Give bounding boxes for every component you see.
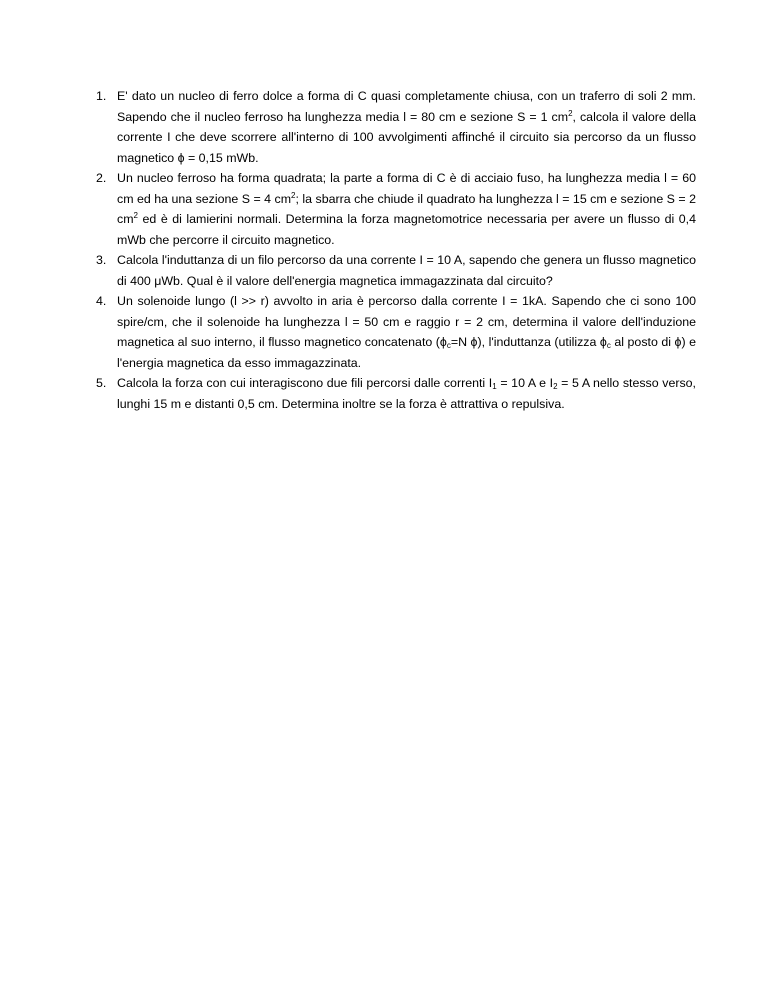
exercise-item <box>96 291 696 373</box>
exercise-text <box>117 291 696 373</box>
exercise-item <box>96 168 696 250</box>
exercise-number: 1. <box>96 89 107 103</box>
text-segment: = 5 A nello stesso verso, lunghi 15 m e distanti 0,5 cm. Determina inoltre se la forza è attrattiva o repulsiva. <box>117 376 696 411</box>
text-segment: E' dato un nucleo di ferro dolce a forma di C quasi completamente chiusa, con un traferro di soli 2 mm. Sapendo che il nucleo ferroso ha lunghezza media l = 80 cm e sezione S = 1 cm <box>117 89 696 124</box>
exercise-item <box>96 250 696 291</box>
exercise-text <box>117 86 696 168</box>
superscript: 2 <box>291 190 296 200</box>
text-segment: = 10 A e I <box>496 376 554 390</box>
exercise-item <box>96 86 696 168</box>
exercise-number: 4. <box>96 294 107 308</box>
text-segment: al posto di ϕ) e l'energia magnetica da esso immagazzinata. <box>117 335 696 370</box>
exercise-number: 2. <box>96 171 107 185</box>
text-segment: , calcola il valore della corrente I che deve scorrere all'interno di 100 avvolgimenti affinché il circuito sia percorso da un flusso magnetico ϕ = 0,15 mWb. <box>117 109 696 165</box>
text-segment: ed è di lamierini normali. Determina la forza magnetomotrice necessaria per avere un flusso di 0,4 mWb che percorre il circuito magnetico. <box>117 212 696 247</box>
subscript: c <box>446 341 451 350</box>
exercise-list <box>96 86 696 414</box>
exercise-item <box>96 373 696 414</box>
exercise-number: 5. <box>96 376 107 390</box>
exercise-number: 3. <box>96 253 107 267</box>
text-segment: Calcola l'induttanza di un filo percorso da una corrente I = 10 A, sapendo che genera un flusso magnetico di 400 μWb. Qual è il valore dell'energia magnetica immagazzinata dal circuito? <box>117 253 696 288</box>
text-segment: Un solenoide lungo (l >> r) avvolto in aria è percorso dalla corrente I = 1kA. Sapendo che ci sono 100 spire/cm, che il solenoide ha lunghezza l = 50 cm e raggio r = 2 cm, determina il valore dell'induzione magnetica al suo interno, il flusso magnetico concatenato (ϕ <box>117 294 696 349</box>
text-segment: ; la sbarra che chiude il quadrato ha lunghezza l = 15 cm e sezione S = 2 cm <box>117 191 696 226</box>
subscript: c <box>606 341 611 350</box>
subscript: 2 <box>553 382 558 391</box>
superscript: 2 <box>568 108 573 118</box>
text-segment: Un nucleo ferroso ha forma quadrata; la parte a forma di C è di acciaio fuso, ha lunghezza media l = 60 cm ed ha una sezione S = 4 cm <box>117 171 696 206</box>
subscript: 1 <box>492 382 497 391</box>
exercise-text <box>117 373 696 414</box>
text-segment: =N ϕ), l'induttanza (utilizza ϕ <box>450 335 607 349</box>
exercise-text <box>117 250 696 291</box>
text-segment: Calcola la forza con cui interagiscono due fili percorsi dalle correnti I <box>117 376 493 390</box>
exercise-text <box>117 168 696 250</box>
superscript: 2 <box>133 211 138 220</box>
